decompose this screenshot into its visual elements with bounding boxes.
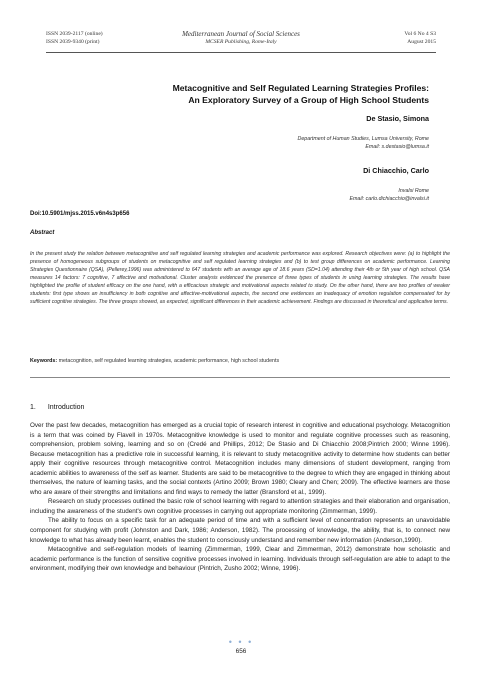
paper-title — [99, 82, 429, 106]
paper-title-line-1: Metacognitive and Self Regulated Learning Strategies Profiles: — [172, 83, 429, 93]
issue-date: August 2015 — [407, 39, 436, 45]
abstract-heading: Abstract — [30, 230, 55, 236]
affiliation-text: Invalsi Rome — [398, 188, 429, 194]
abstract-text: In the present study the relation between metacognitive and self regulated learning strategies and academic performance was explored. Research objectives were: (a) to highlight the presence of homogeneous subgroups of students on metacognitive and self regulated learning strategies and (b) to test group differences on academic performance. Learning Strategies Questionnaire (QSA), (Pellerey,1996) was administered to 647 students with an average age of 18.6 years (SD=1.04) attending their 4th or 5th year of high school. QSA measures 14 factors: 7 cognitive, 7 affective and motivational. Cluster analysis evidenced the presence of three types of students in using learning strategies. The results have highlighted the profile of student efficacy on the one hand, with a efficacious strategic and motivational aspects related to study. On the other hand, there are two profiles of weaker students: first type shows an insufficiency in both cognitive and affective-motivational aspects, the second one evidences an inadequacy of emotion regulation compensated for by sufficient cognitive strategies. The three groups showed, as expected, significant differences in their academic achievement. Findings are discussed in theoretical and applicative terms. — [30, 251, 450, 306]
author-name-2: Di Chiacchio, Carlo — [363, 166, 429, 175]
keywords-label: Keywords: — [30, 358, 58, 364]
body-text — [30, 421, 450, 574]
author-affiliation-1 — [298, 135, 430, 151]
author-affiliation-2 — [349, 187, 429, 203]
issn-print: ISSN 2039-9340 (print) — [46, 39, 100, 45]
header-issue — [404, 30, 436, 46]
section-title: Introduction — [47, 404, 85, 411]
abstract-divider — [30, 377, 450, 378]
paper-title-line-2: An Exploratory Survey of a Group of High School Students — [188, 95, 429, 105]
publisher-name: MCSER Publishing, Rome-Italy — [205, 39, 277, 45]
paragraph: Metacognitive and self-regulation models of learning (Zimmerman, 1999, Clear and Zimmerman, 2012) demonstrate how scholastic and academic performance is the function of sensitive cognitive processes involved in learning. Individuals through self-regulation are able to adapt to the environment, modifying their own knowledge and behaviour (Pintrich, Zusho 2002; Winne, 1996). — [30, 546, 450, 573]
author-name-1: De Stasio, Simona — [366, 114, 429, 123]
journal-name: Mediterranean Journal of Social Sciences — [182, 30, 300, 38]
page-number: 656 — [235, 648, 247, 655]
keywords-list: metacognition, self regulated learning strategies, academic performance, high school students — [58, 358, 280, 364]
section-heading — [30, 404, 84, 411]
header-divider — [46, 52, 436, 53]
keywords — [30, 358, 450, 364]
running-header — [46, 30, 436, 54]
paragraph: Research on study processes outlined the basic role of school learning with regard to attention strategies and their elaboration and organisation, including the awareness of the student's own cognitive processes in carrying out appropriate monitoring (Zimmerman, 1999). — [30, 498, 450, 515]
author-email[interactable]: Email: s.destasio@lumsa.it — [365, 144, 429, 150]
section-number: 1. — [30, 404, 36, 411]
doi-link[interactable]: Doi:10.5901/mjss.2015.v6n4s3p656 — [30, 211, 130, 217]
author-email[interactable]: Email: carlo.dichiacchio@invalsi.it — [349, 196, 429, 202]
volume-label: Vol 6 No 4 S3 — [404, 31, 436, 37]
header-journal — [46, 30, 436, 46]
paragraph: Over the past few decades, metacognition has emerged as a crucial topic of research interest in cognitive and educational psychology. Metacognition is a term that was coined by Flavell in 1970s. Metacognitive knowledge is used to monitor and regulate cognitive processes such as reasoning, comprehension, problem solving, learning and so on (Credé and Phillips, 2012; De Stasio and Di Chiacchio 2008;Pintrich 2000; Winne 1996). Because metacognition has a predictive role in successful learning, it is relevant to study metacognitive activity to determine how students can better apply their cognitive resources through metacognitive control. Metacognition includes many dimensions of student development, ranging from academic abilities to awareness of the self as learner. Students are said to be metacognitive to the degree to which they are engaged in thinking about themselves, the nature of learning tasks, and the social contexts (Artino 2009; Brown 1980; Cleary and Chen; 2009). The effective learners are those who are aware of their strengths and limitations and find ways to remedy the latter (Bransford et al., 1999). — [30, 422, 450, 496]
issn-online: ISSN 2039-2117 (online) — [46, 31, 103, 37]
affiliation-text: Department of Human Studies, Lumsa University, Rome — [297, 136, 429, 142]
footer-dots: • • • — [228, 637, 254, 647]
paragraph: The ability to focus on a specific task for an adequate period of time and with a sufficient level of concentration represents an unavoidable component for studying with profit (Johnston and Dark, 1986; Anderson, 1982). The processing of knowledge, the ability, that is, to connect new knowledge to what has already been learnt, enables the student to consciously understand and remember new information (Anderson,1990). — [30, 517, 450, 544]
